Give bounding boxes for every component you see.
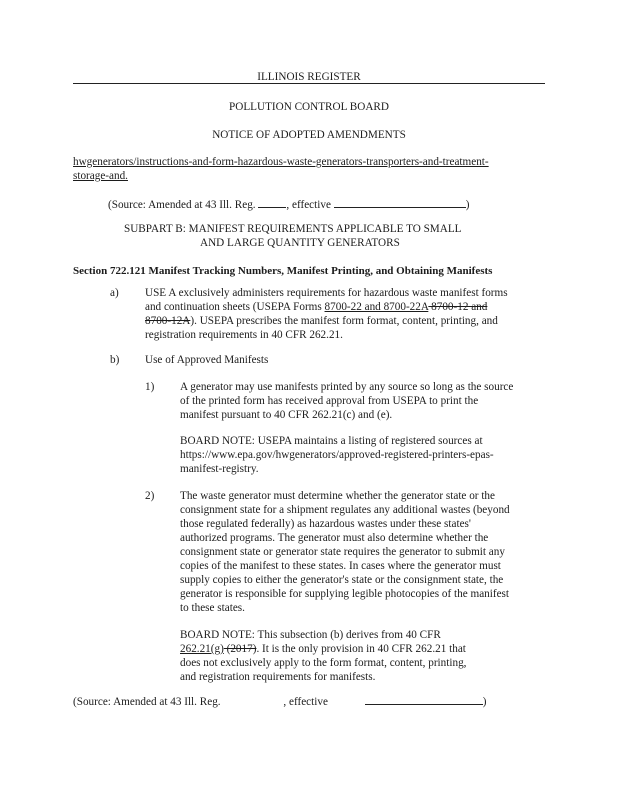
item-1-note-2: https://www.epa.gov/hwgenerators/approved-registered-printers-epas- [180, 449, 494, 461]
item-2-note-old-year: (2017) [223, 643, 257, 655]
source-top-date-blank [334, 197, 466, 208]
source-bottom [73, 694, 486, 710]
para-a-line-3 [145, 314, 498, 329]
source-top-end: ) [465, 199, 470, 211]
item-1-line-1: A generator may use manifests printed by any source so long as the source [180, 381, 514, 393]
source-bottom-prefix: (Source: Amended at 43 Ill. Reg. [73, 696, 221, 708]
board-title: POLLUTION CONTROL BOARD [229, 101, 389, 113]
register-title: ILLINOIS REGISTER [257, 71, 361, 83]
para-a-line-2-text: and continuation sheets (USEPA Forms [145, 301, 325, 313]
item-1-line-3: manifest pursuant to 40 CFR 262.21(c) and (e). [180, 409, 393, 421]
item-2-note-new-cite: 262.21(g) [180, 643, 224, 655]
para-b-label: b) [110, 354, 120, 366]
para-a-line-3-text: ). USEPA prescribes the manifest form format, content, printing, and [190, 315, 498, 327]
item-2-note-4: and registration requirements for manifests. [180, 671, 376, 683]
subpart-line-2: AND LARGE QUANTITY GENERATORS [200, 237, 400, 249]
source-bottom-date-blank [365, 694, 483, 705]
item-1-note-3: manifest-registry. [180, 463, 259, 475]
item-2-line-8: generator is responsible for supplying legible photocopies of the manifest [180, 588, 510, 600]
item-2-note-2 [180, 642, 466, 657]
item-2-note-1: BOARD NOTE: This subsection (b) derives from 40 CFR [180, 629, 441, 641]
source-bottom-end: ) [482, 696, 487, 708]
notice-title: NOTICE OF ADOPTED AMENDMENTS [212, 129, 406, 141]
item-2-line-3: those regulated federally) as hazardous wastes under these states' [180, 518, 471, 530]
item-2-line-1: The waste generator must determine whether the generator state or the [180, 490, 495, 502]
subpart-line-1: SUBPART B: MANIFEST REQUIREMENTS APPLICABLE TO SMALL [124, 223, 462, 235]
continuation-line-1: hwgenerators/instructions-and-form-hazardous-waste-generators-transporters-and-treatment- [73, 156, 489, 168]
item-2-line-9: to these states. [180, 602, 245, 614]
item-1-label: 1) [145, 381, 155, 393]
item-2-line-2: consignment state for a shipment regulates any additional wastes (beyond [180, 504, 510, 516]
para-a-line-4: registration requirements in 40 CFR 262.21. [145, 329, 343, 341]
para-b-title: Use of Approved Manifests [145, 354, 269, 366]
source-top-mid: , effective [286, 199, 331, 211]
item-2-line-7: supply copies to either the generator's state or the consignment state, the [180, 574, 504, 586]
source-bottom-mid: , effective [283, 696, 328, 708]
item-2-line-6: copies of the manifest to these states. In cases where the generator must [180, 560, 501, 572]
item-2-note-2-text: . It is the only provision in 40 CFR 262.21 that [256, 643, 466, 655]
para-a-new-forms: 8700-22 and 8700-22A [324, 301, 429, 313]
continuation-line-2: storage-and. [73, 170, 128, 182]
source-top-prefix: (Source: Amended at 43 Ill. Reg. [108, 199, 256, 211]
para-a-old-form-12a: 8700-12A [145, 315, 191, 327]
para-a-line-2 [145, 300, 487, 315]
para-a-line-1: USE A exclusively administers requirements for hazardous waste manifest forms [145, 287, 508, 299]
source-top [108, 197, 469, 213]
source-top-reg-blank [258, 197, 286, 208]
item-1-note-1: BOARD NOTE: USEPA maintains a listing of registered sources at [180, 435, 483, 447]
item-2-line-4: authorized programs. The generator must also determine whether the [180, 532, 489, 544]
section-title: Section 722.121 Manifest Tracking Numbers, Manifest Printing, and Obtaining Manifests [73, 265, 493, 277]
item-1-line-2: of the printed form has received approval from USEPA to print the [180, 395, 479, 407]
para-a-label: a) [110, 287, 119, 299]
source-bottom-reg-blank [223, 695, 283, 705]
para-a-old-forms: 8700-12 and [428, 301, 488, 313]
item-2-label: 2) [145, 490, 155, 502]
item-2-line-5: consignment state or generator state requires the generator to submit any [180, 546, 505, 558]
item-2-note-3: does not exclusively apply to the form format, content, printing, [180, 657, 467, 669]
